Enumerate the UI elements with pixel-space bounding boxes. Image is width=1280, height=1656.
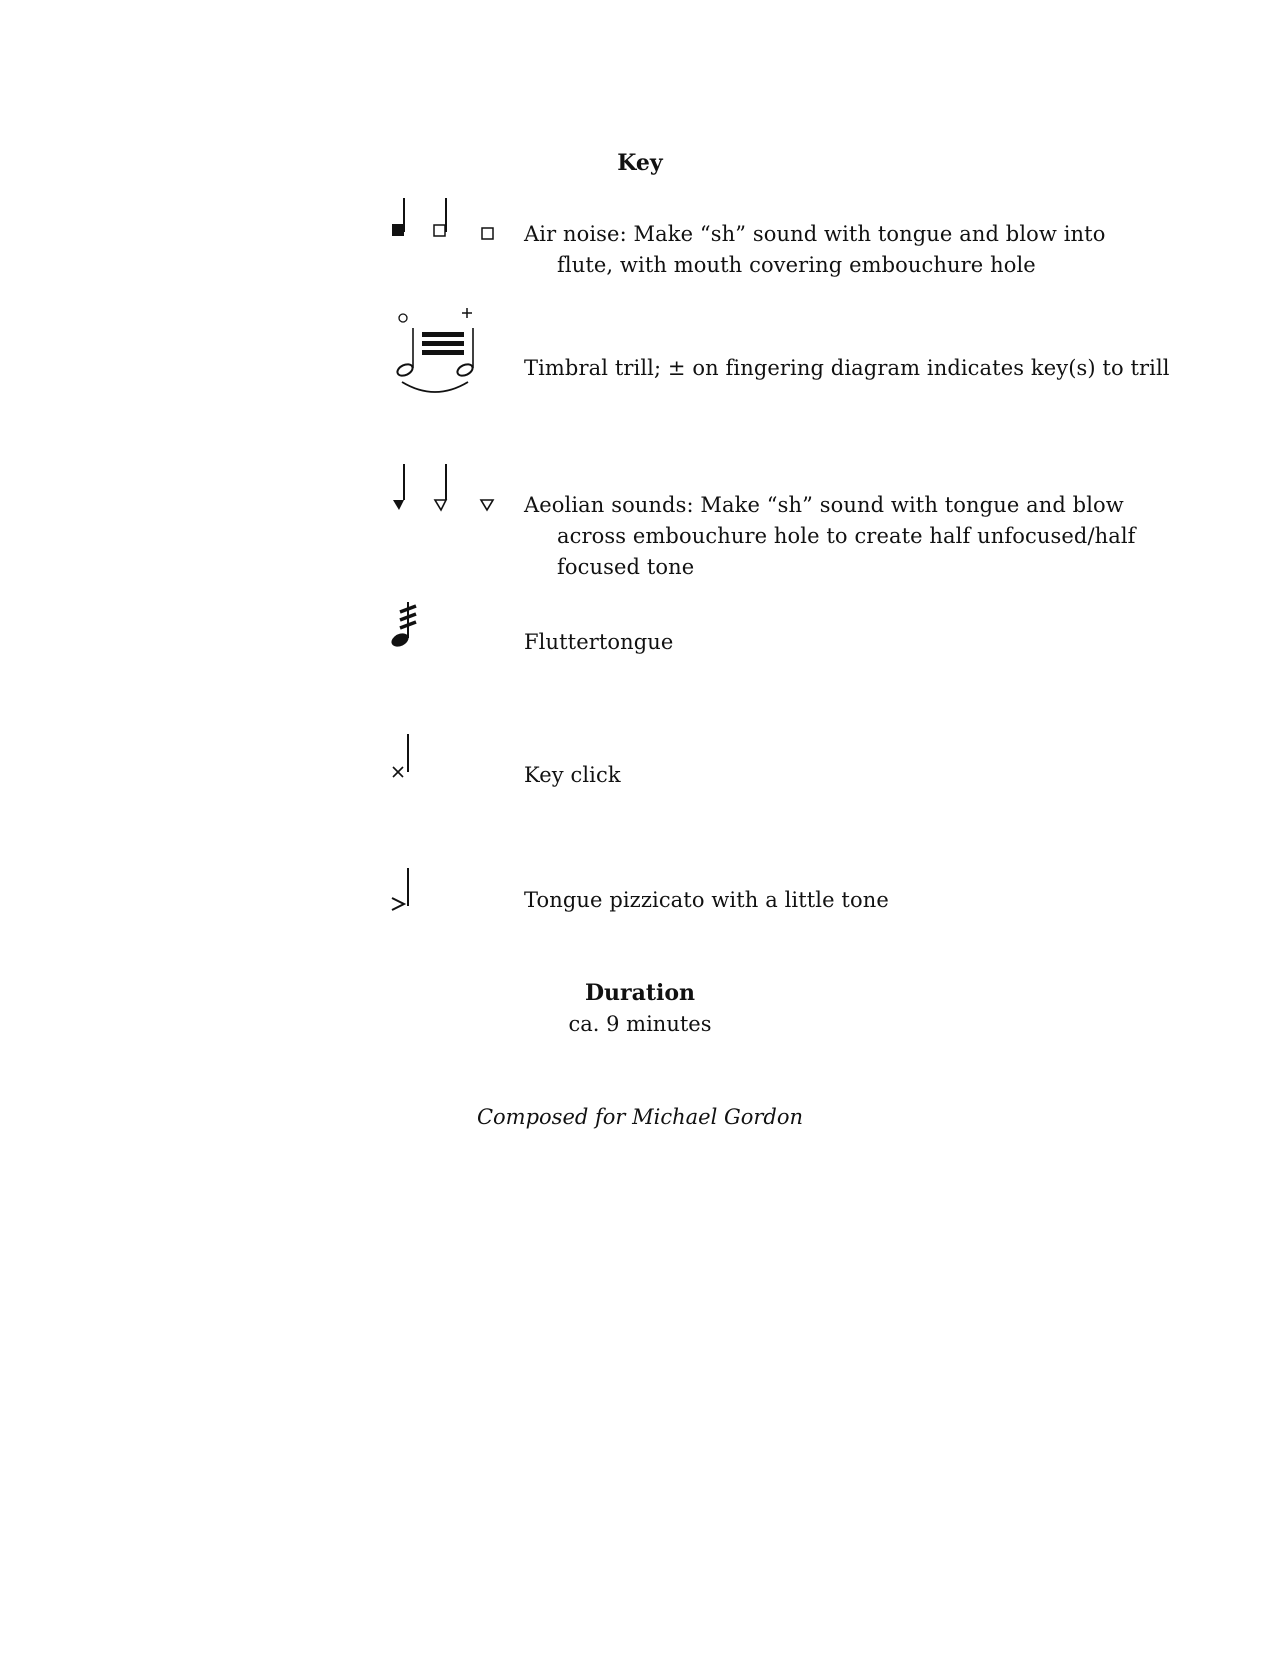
fluttertongue-description: Fluttertongue <box>524 630 674 654</box>
key-click-description: Key click <box>524 763 621 787</box>
duration-value: ca. 9 minutes <box>568 1012 712 1036</box>
tongue-pizzicato-description: Tongue pizzicato with a little tone <box>524 888 889 912</box>
fluttertongue-notation-icon <box>388 600 428 650</box>
aeolian-sound-notation-icon <box>388 464 498 514</box>
air-noise-notation-icon <box>388 196 498 246</box>
tongue-pizzicato-notation-icon <box>388 868 428 918</box>
air-noise-description: Air noise: Make “sh” sound with tongue and blow into flute, with mouth covering embouchure hole <box>524 222 1106 277</box>
key-click-notation-icon <box>388 734 428 784</box>
dedication: Composed for Michael Gordon <box>476 1105 804 1129</box>
duration-heading: Duration <box>584 980 696 1006</box>
aeolian-sounds-description: Aeolian sounds: Make “sh” sound with tongue and blow across embouchure hole to create half unfocused/half focused tone <box>524 493 1136 579</box>
key-heading: Key <box>617 150 663 176</box>
timbral-trill-description: Timbral trill; ± on fingering diagram indicates key(s) to trill <box>524 356 1170 380</box>
timbral-trill-notation-icon <box>392 308 482 398</box>
